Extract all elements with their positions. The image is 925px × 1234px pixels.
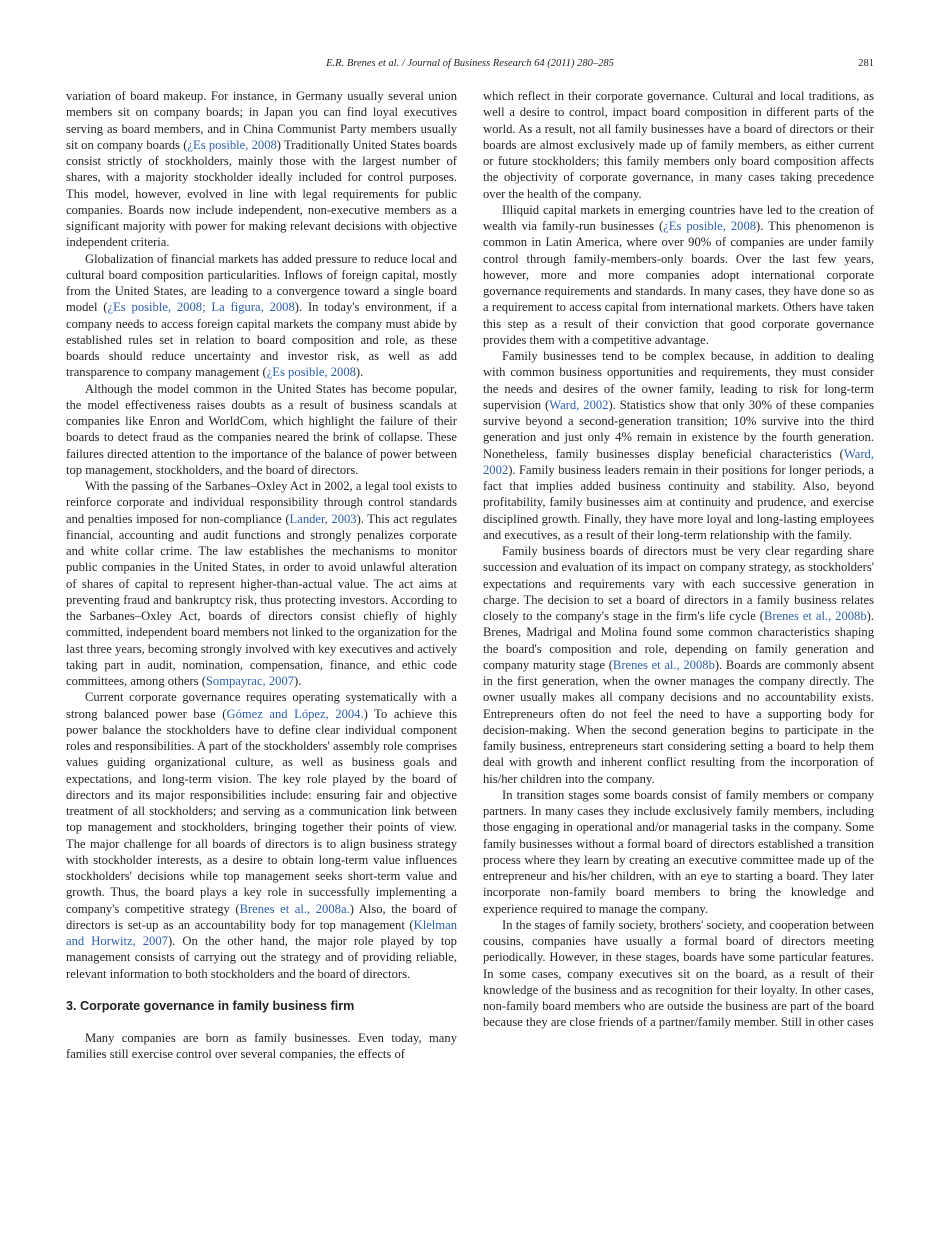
- text: ). Family business leaders remain in their positions for longer periods, a fact that implies added business continuity and stability. Also, beyond profitability, family businesses aim at continuity and prudence, and exercise disciplined growth. Finally, they have more loyal and long-lasting employees and executives, as a result of their long-term relationship with the family.: [483, 462, 874, 542]
- citation-link[interactable]: ¿Es posible, 2008: [663, 219, 757, 233]
- left-column: [66, 88, 457, 1063]
- citation-link[interactable]: Brenes et al., 2008b: [763, 609, 867, 623]
- text: Current corporate governance requires operating systematically with a strong balanced power base (: [66, 690, 457, 721]
- citation-link[interactable]: Brenes et al., 2008b: [612, 657, 715, 672]
- paragraph: [483, 88, 874, 202]
- text: which reflect in their corporate governance. Cultural and local traditions, as well a desire to control, impact board composition in different parts of the world. As a result, not all family businesses have a board of directors or their boards are almost exclusively made up of family members, as either current or future stockholders; this family members only board composition affects the objectivity of corporate governance, in many cases taking precedence over the health of the company.: [483, 89, 874, 201]
- paragraph: [483, 917, 874, 1031]
- page-number: 281: [858, 58, 874, 69]
- paragraph: [483, 787, 874, 917]
- text: Although the model common in the United States has become popular, the model effectiveness raises doubts as a result of business scandals at companies like Enron and WorldCom, which highlight the failure of their boards to detect fraud as the companies neared the brink of collapse. These failures directed attention to the importance of the balance of power between top management, stockholders, and the board of directors.: [66, 381, 457, 477]
- text: In the stages of family society, brothers' society, and cooperation between cousins, companies have usually a formal board of directors meeting periodically. However, in these stages, boards have some particular features. In some cases, company executives sit on the board, as a result of their knowledge of the business and as recognition for their loyalty. In other cases, non-family board members who are outside the business are part of the board because they are close friends of a partner/family member. Still in other cases: [483, 917, 874, 1030]
- text: In transition stages some boards consist of family members or company partners. In many cases they include exclusively family members, including those engaging in operational and/or managerial tasks in the company. Some family businesses without a formal board of directors established a transition process where they learn by creating an executive committee made up of the entrepreneur and his/her children, with an eye to starting a board. They later incorporate non-family board members to bring the knowledge and experience required to manage the company.: [483, 787, 874, 916]
- paragraph: [66, 251, 457, 381]
- text: ). Boards are commonly absent in the first generation, when the owner manages the company directly. The owner usually makes all company decisions and no accountability exists. Entrepreneurs often do not feel the need to have a supporting body for decision-making. When the second generation begins to participate in the family business, entrepreneurs start considering setting a board to help them deal with growth and inherent conflict resulting from the incorporation of his/her children into the company.: [483, 657, 874, 786]
- right-column: [483, 88, 874, 1031]
- section-heading: 3. Corporate governance in family business firm: [66, 998, 355, 1013]
- text: ). This phenomenon is common in Latin America, where over 90% of companies are under family control through family-members-only boards. Over the last few years, however, more and more companies adopt international corporate governance requirements and standards. In many cases, they have done so as a requirement to access capital from international markets. Others have taken this step as a result of their conviction that good corporate governance provides them with a competitive advantage.: [483, 219, 874, 347]
- text: Many companies are born as family businesses. Even today, many families still exercise control over several companies, the effects of: [66, 1031, 457, 1062]
- text: ). Brenes, Madrigal and Molina found some common characteristics shaping the board's composition and role, depending on family generation and company maturity stage (: [483, 609, 874, 672]
- text: Family business boards of directors must be very clear regarding share succession and evaluation of its impact on company strategy, as stockholders' expectations and requirements vary with each successive generation in charge. The decision to set a board of directors in a family business relates closely to the company's stage in the firm's life cycle (: [483, 544, 874, 623]
- paragraph: [66, 478, 457, 689]
- citation-link[interactable]: ¿Es posible, 2008: [266, 365, 356, 380]
- paragraph: [66, 381, 457, 479]
- text: Family businesses tend to be complex because, in addition to dealing with common business opportunities and requirements, they must consider the needs and desires of the owner family, leading to risk for long-term supervision (: [483, 349, 874, 412]
- paragraph: [483, 348, 874, 543]
- citation-link[interactable]: ¿Es posible, 2008: [187, 137, 277, 152]
- text: ). In today's environment, if a company needs to access foreign capital markets the company must abide by established rules set in relation to board composition and role, as these boards should reduce uncertainty and investor risk, as well as add transparence to company management (: [66, 300, 457, 380]
- text: ) Also, the board of directors is set-up as an accountability body for top management (: [66, 901, 457, 932]
- text: ). On the other hand, the major role played by top management consists of carrying out the strategy and of providing reliable, relevant information to both stockholders and the board of directors.: [66, 934, 457, 981]
- text: variation of board makeup. For instance, in Germany usually several union members sit on company boards; in Japan you can find loyal executives serving as board members, and in China Communist Party members usually sit on company boards (: [66, 89, 457, 152]
- citation-link[interactable]: Ward, 2002: [549, 397, 609, 412]
- text: ).: [355, 365, 364, 380]
- paragraph: [66, 1030, 457, 1063]
- text: With the passing of the Sarbanes–Oxley Act in 2002, a legal tool exists to reinforce corporate and individual responsibility through control standards and penalties imposed for non-compliance (: [66, 479, 457, 526]
- text: ). This act regulates financial, accounting and audit functions and strongly penalizes corporate and white collar crime. The law establishes the mechanisms to monitor public companies in the United States, in order to avoid unlawful alteration of shares of capital to represent higher-than-actual value. The act aims at preventing fraud and bankruptcy risk, thus protecting investors. According to the Sarbanes–Oxley Act, boards of directors consist chiefly of highly committed, independent board members not linked to the organization for the last three years, becoming strongly involved with key executives and actively taking part in audit, nomination, compensation, finance, and ethic code committees, among others (: [66, 511, 457, 688]
- citation-link[interactable]: Klelman and Horwitz, 2007: [66, 917, 457, 948]
- text: ) To achieve this power balance the stockholders have to define clear individual component roles and responsibilities. A part of the stockholders' assembly role comprises values guiding organizational culture, as well as business goals and expectations, and long-term vision. The key role played by the board of directors and its major responsibilities include: ensuring fair and objective treatment of all stockholders; and serving as a communication link between top management and stockholders, bringing together their points of view. The major challenge for all boards of directors is to align business strategy with stockholder interests, as a desire to obtain long-term value influences stockholders' decisions while top management seeks short-term value and growth. Thus, the board plays a key role in successfully implementing a company's competitive strategy (: [66, 706, 458, 916]
- citation-link[interactable]: Gómez and López, 2004.: [226, 706, 364, 721]
- citation-link[interactable]: Ward, 2002: [483, 446, 874, 477]
- text: ).: [294, 674, 302, 688]
- paragraph: [66, 88, 457, 251]
- citation-link[interactable]: Lander, 2003: [289, 511, 357, 526]
- text: Globalization of financial markets has added pressure to reduce local and cultural board composition particularities. Inflows of foreign capital, mostly from the United States, are leading to a convergence toward a single board model (: [66, 251, 457, 315]
- text: Illiquid capital markets in emerging countries have led to the creation of wealth via family-run businesses (: [483, 202, 874, 233]
- citation-link[interactable]: Sompayrac, 2007: [205, 674, 295, 688]
- paragraph: [483, 202, 874, 348]
- running-header: [66, 58, 874, 72]
- text: ) Traditionally United States boards consist strictly of stockholders, mainly those with the largest number of shares, with a majority stockholder ideally included for control purposes. This model, however, evolved in line with legal requirements for public companies. Boards now include independent, non-executive members as a significant majority with power for making relevant decisions with objective independent criteria.: [66, 137, 457, 250]
- journal-citation-header: E.R. Brenes et al. / Journal of Business Research 64 (2011) 280–285: [326, 58, 614, 69]
- paragraph: [483, 543, 874, 787]
- paragraph: [66, 689, 457, 982]
- text: ). Statistics show that only 30% of these companies survive beyond a second-generation transition; 10% survive into the third generation and just only 4% remain in existence by the fourth generation. Nonetheless, family businesses display beneficial characteristics (: [483, 397, 874, 461]
- citation-link[interactable]: Brenes et al., 2008a.: [239, 901, 350, 916]
- citation-link[interactable]: ¿Es posible, 2008; La figura, 2008: [107, 300, 295, 315]
